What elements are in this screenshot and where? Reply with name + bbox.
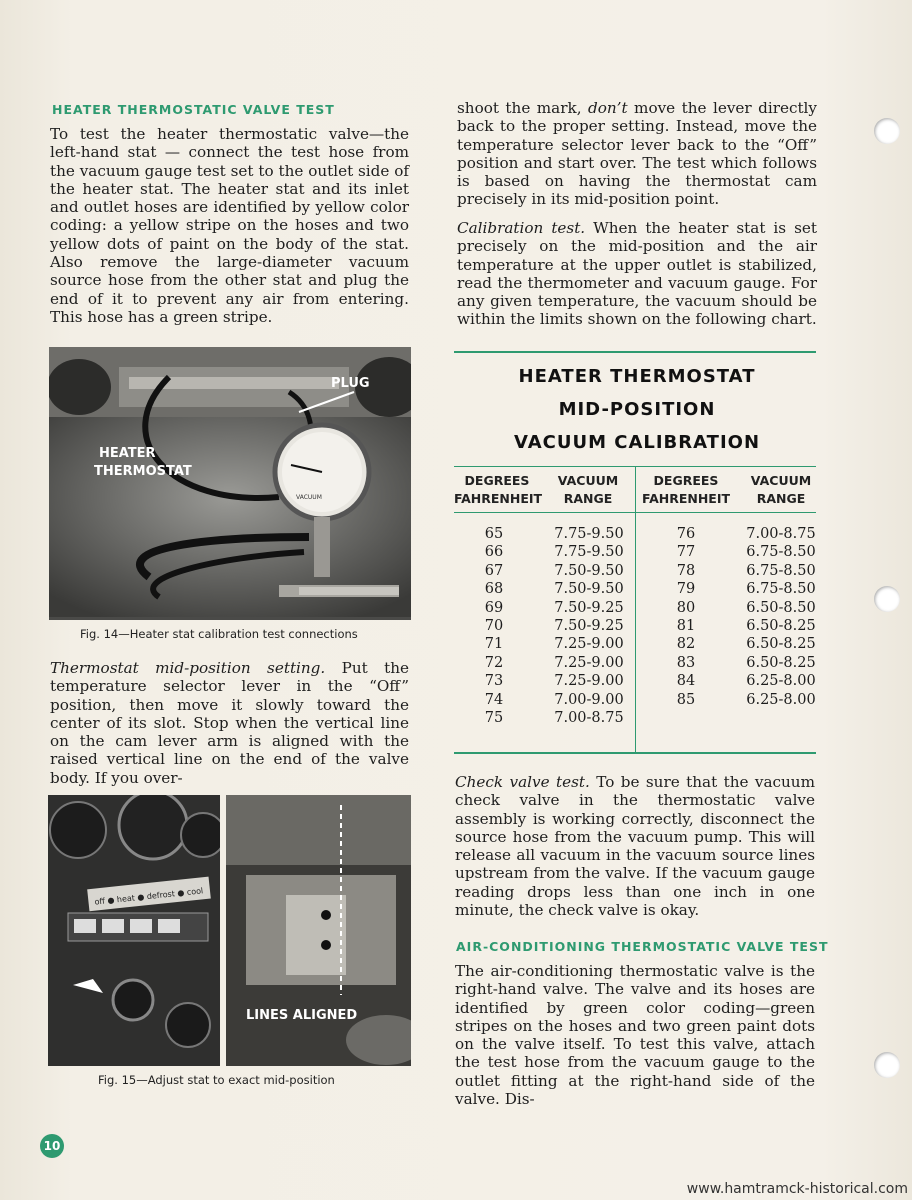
label-plug: PLUG <box>331 376 370 391</box>
section-heading-ac-valve-test: AIR-CONDITIONING THERMOSTATIC VALVE TEST <box>456 939 829 954</box>
table-top-rule <box>454 351 816 353</box>
table-cell-vacuum-range: 7.50-9.25 <box>554 618 624 635</box>
table-cell-degrees: 66 <box>484 544 504 561</box>
figure-14-photo <box>49 347 411 620</box>
paragraph-ac-valve-test: The air-conditioning thermostatic valve is the right-hand valve. The valve and its hoses are identified by green color coding—green stripes on the hoses and two green paint dots on the valve itself. To test this valve, attach the test hose from the vacuum gauge to the outlet fitting at the right-hand side of the valve. Dis- <box>455 962 815 1109</box>
binder-hole-bottom <box>874 1052 900 1078</box>
table-cell-degrees: 81 <box>676 618 696 635</box>
page-number: 10 <box>40 1134 64 1158</box>
table-cell-vacuum-range: 7.50-9.50 <box>554 581 624 598</box>
table-cell-vacuum-range: 7.00-8.75 <box>746 526 816 542</box>
header-degrees-right-line2: FAHRENHEIT <box>641 491 731 506</box>
table-cell-vacuum-range: 6.25-8.00 <box>746 691 816 708</box>
table-cell-degrees: 67 <box>484 562 504 579</box>
gauge-label: VACUUM <box>296 494 322 501</box>
watermark: www.hamtramck-historical.com <box>686 1181 908 1197</box>
figure-14-caption: Fig. 14—Heater stat calibration test connections <box>80 627 358 641</box>
figure-15-left-photo <box>48 795 220 1066</box>
table-cell-vacuum-range: 6.50-8.25 <box>746 636 816 653</box>
table-cell-degrees: 74 <box>484 691 504 708</box>
header-degrees-left-line1: DEGREES <box>464 473 530 488</box>
column-right-degrees <box>654 525 718 709</box>
table-title-line1: HEATER THERMOSTAT <box>518 366 756 387</box>
table-cell-degrees: 82 <box>676 636 696 653</box>
table-cell-degrees: 78 <box>676 562 696 579</box>
binder-hole-top <box>874 118 900 144</box>
header-degrees-right <box>641 472 731 508</box>
header-degrees-left-line2: FAHRENHEIT <box>454 491 543 506</box>
panel-label: off ● heat ● defrost ● cool <box>94 886 204 907</box>
figure-14-illustration <box>49 347 411 620</box>
header-vacuum-right-line1: VACUUM <box>750 473 812 488</box>
table-cell-degrees: 77 <box>676 544 696 561</box>
table-cell-vacuum-range: 6.75-8.50 <box>746 581 816 598</box>
table-cell-vacuum-range: 7.25-9.00 <box>554 636 624 653</box>
header-vacuum-left-line1: VACUUM <box>557 473 619 488</box>
mid-position-lead: Thermostat mid-position setting. <box>50 659 326 677</box>
calibration-lead: Calibration test. <box>457 219 586 237</box>
overshoot-emphasis: don’t <box>588 99 628 117</box>
check-valve-text: To be sure that the vacuum check valve in the thermostatic valve assembly is working correctly, disconnect the source hose from the vacuum pump. This will release all vacuum in the vacuum source lines upstream from the valve. If the vacuum gauge reading drops less than one inch in one minute, the check valve is okay. <box>455 773 815 920</box>
label-thermostat: THERMOSTAT <box>94 464 192 479</box>
table-cell-degrees: 85 <box>676 691 696 708</box>
table-cell-degrees: 79 <box>676 581 696 598</box>
table-bottom-rule <box>454 752 816 754</box>
section-heading-heater-valve-test: HEATER THERMOSTATIC VALVE TEST <box>52 102 335 117</box>
header-degrees-right-line1: DEGREES <box>653 473 719 488</box>
table-cell-vacuum-range: 6.75-8.50 <box>746 544 816 561</box>
paragraph-check-valve-test <box>455 773 815 919</box>
table-cell-vacuum-range: 7.00-9.00 <box>554 691 624 708</box>
figure-15-caption: Fig. 15—Adjust stat to exact mid-position <box>98 1073 335 1087</box>
table-cell-vacuum-range: 7.75-9.50 <box>554 544 624 561</box>
table-cell-degrees: 72 <box>484 654 504 671</box>
column-left-vacuum <box>543 525 635 727</box>
overshoot-text: shoot the mark, <box>457 99 588 117</box>
figure-15-right-photo <box>226 795 411 1066</box>
paragraph-mid-position-setting <box>50 659 409 787</box>
table-title-line3: VACUUM CALIBRATION <box>513 432 761 453</box>
table-cell-vacuum-range: 6.50-8.25 <box>746 618 816 635</box>
table-cell-degrees: 75 <box>484 710 504 727</box>
table-title-line2: MID-POSITION <box>558 399 716 420</box>
mid-position-text: Put the temperature selector lever in the “Off” position, then move it slowly toward the center of its slot. Stop when the vertical line on the cam lever arm is aligned with the raised vertical line on the end of the valve body. If you over- <box>50 659 409 787</box>
overshoot-rest: move the lever directly back to the proper setting. Instead, move the temperature selector lever back to the “Off” position and start over. The test which follows is based on having the thermostat cam precisely in its mid-position point. <box>457 99 817 209</box>
table-cell-degrees: 70 <box>484 618 504 635</box>
label-lines-aligned: LINES ALIGNED <box>246 1008 358 1023</box>
table-cell-degrees: 68 <box>484 581 504 598</box>
table-cell-degrees: 83 <box>676 654 696 671</box>
table-cell-vacuum-range: 6.50-8.25 <box>746 654 816 671</box>
label-heater: HEATER <box>99 446 156 461</box>
figure-15-dashboard-illustration <box>48 795 220 1066</box>
paragraph-heater-test-intro: To test the heater thermostatic valve—the left-hand stat — connect the test hose from the vacuum gauge test set to the outlet side of the heater stat. The heater stat and its inlet and outlet hoses are identified by yellow color coding: a yellow stripe on the hoses and two yellow dots of paint on the body of the stat. Also remove the large-diameter vacuum source hose from the other stat and plug the end of it to prevent any air from entering. This hose has a green stripe. <box>50 125 409 326</box>
binder-hole-middle <box>874 586 900 612</box>
table-cell-degrees: 71 <box>484 636 504 653</box>
table-divider <box>635 466 636 752</box>
table-cell-vacuum-range: 6.25-8.00 <box>746 673 816 690</box>
table-cell-vacuum-range: 6.50-8.50 <box>746 599 816 616</box>
table-cell-degrees: 65 <box>484 526 504 542</box>
calibration-text: When the heater stat is set precisely on the mid-position and the air temperature at the upper outlet is stabilized, read the thermometer and vacuum gauge. For any given temperature, the vacuum should be within the limits shown on the following chart. <box>457 219 817 329</box>
table-cell-vacuum-range: 7.25-9.00 <box>554 654 624 671</box>
header-vacuum-left <box>548 472 628 508</box>
table-cell-vacuum-range: 6.75-8.50 <box>746 562 816 579</box>
table-cell-vacuum-range: 7.50-9.25 <box>554 599 624 616</box>
table-cell-vacuum-range: 7.25-9.00 <box>554 673 624 690</box>
table-cell-vacuum-range: 7.50-9.50 <box>554 562 624 579</box>
table-cell-degrees: 76 <box>676 526 696 542</box>
table-cell-vacuum-range: 7.00-8.75 <box>554 710 624 727</box>
header-vacuum-right-line2: RANGE <box>756 491 806 506</box>
column-right-vacuum <box>735 525 827 709</box>
paragraph-overshoot <box>457 99 817 209</box>
header-degrees-left <box>454 472 543 508</box>
column-left-degrees <box>462 525 526 727</box>
table-cell-degrees: 84 <box>676 673 696 690</box>
paragraph-calibration-test <box>457 219 817 329</box>
check-valve-lead: Check valve test. <box>455 773 590 791</box>
table-cell-degrees: 80 <box>676 599 696 616</box>
table-cell-degrees: 69 <box>484 599 504 616</box>
table-cell-degrees: 73 <box>484 673 504 690</box>
header-vacuum-right <box>741 472 821 508</box>
figure-15-valve-illustration <box>226 795 411 1066</box>
header-vacuum-left-line2: RANGE <box>563 491 613 506</box>
table-cell-vacuum-range: 7.75-9.50 <box>554 526 624 542</box>
